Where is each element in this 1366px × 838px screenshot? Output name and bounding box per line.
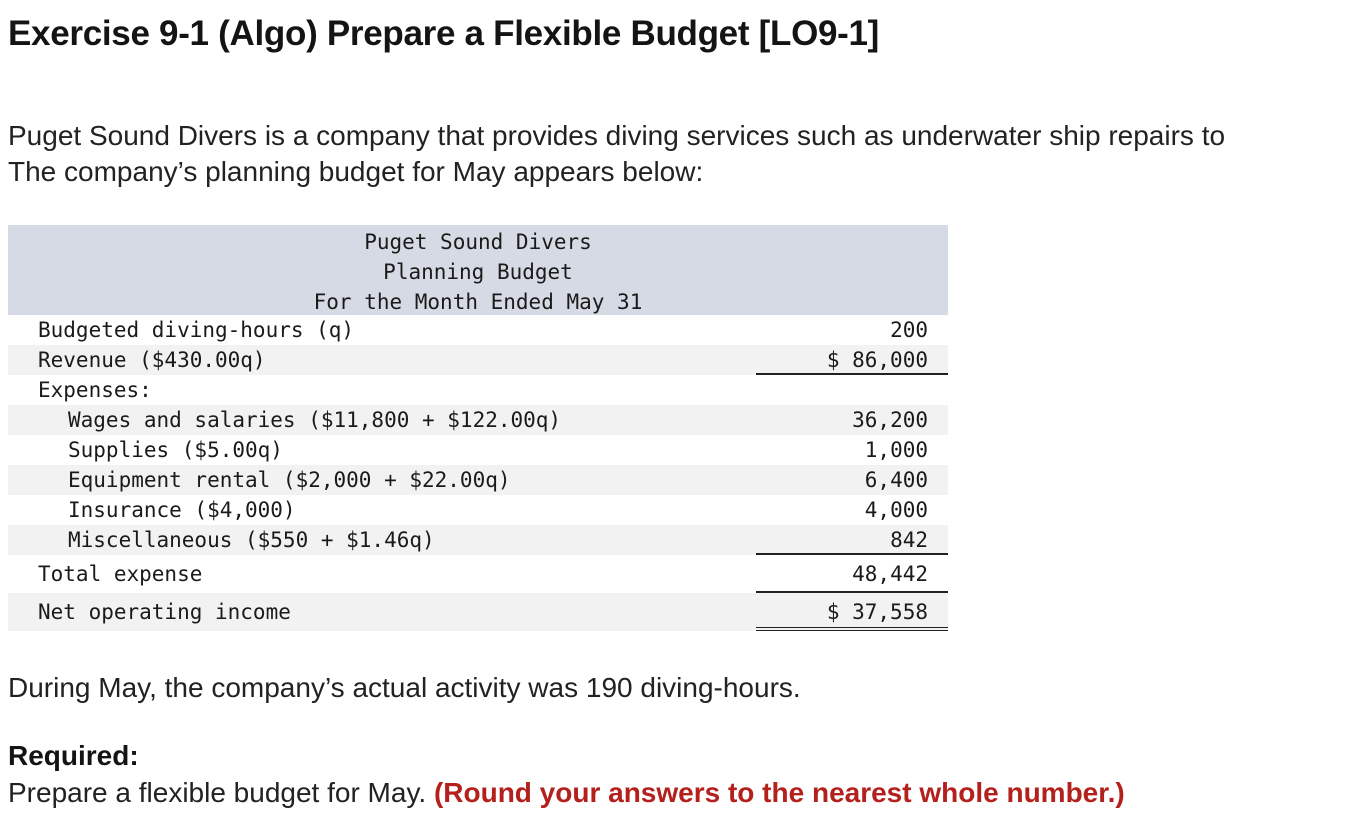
row-amount: 842 (890, 528, 928, 552)
budget-row-revenue (8, 345, 948, 375)
budget-row-net-operating-income (8, 593, 948, 631)
budget-header (8, 225, 948, 315)
budget-row-insurance (8, 495, 948, 525)
exercise-title: Exercise 9-1 (Algo) Prepare a Flexible Budget [LO9-1] (8, 14, 880, 53)
row-label: Net operating income (38, 600, 291, 624)
row-amount: 4,000 (864, 498, 928, 522)
budget-row-expenses-heading (8, 375, 948, 405)
row-amount: 1,000 (864, 438, 928, 462)
row-amount: 200 (890, 318, 928, 342)
budget-row-wages (8, 405, 948, 435)
budget-period: For the Month Ended May 31 (313, 290, 643, 314)
intro-line-2: The company’s planning budget for May appears below: (8, 156, 704, 187)
required-instruction (8, 775, 1125, 811)
instruction-text: Prepare a flexible budget for May. (8, 777, 427, 808)
row-label: Total expense (38, 562, 203, 586)
intro-line-1: Puget Sound Divers is a company that provides diving services such as underwater ship repairs to (8, 120, 1226, 151)
row-label: Insurance ($4,000) (68, 498, 296, 522)
row-amount: $ 37,558 (826, 600, 928, 624)
budget-report-name: Planning Budget (383, 260, 573, 284)
row-label: Miscellaneous ($550 + $1.46q) (68, 528, 435, 552)
planning-budget-table (8, 225, 948, 631)
required-heading: Required: (8, 740, 139, 771)
row-label: Supplies ($5.00q) (68, 438, 283, 462)
rounding-note: (Round your answers to the nearest whole number.) (433, 777, 1125, 808)
intro-paragraph (8, 118, 1366, 190)
row-amount: 48,442 (852, 562, 928, 586)
row-label: Wages and salaries ($11,800 + $122.00q) (68, 408, 562, 432)
row-amount: 36,200 (852, 408, 928, 432)
row-label: Revenue ($430.00q) (38, 348, 266, 372)
row-label: Expenses: (38, 378, 152, 402)
budget-row-miscellaneous (8, 525, 948, 555)
row-label: Equipment rental ($2,000 + $22.00q) (68, 468, 511, 492)
budget-row-total-expense (8, 555, 948, 593)
actual-activity-text: During May, the company’s actual activity was 190 diving-hours. (8, 672, 801, 703)
budget-row-supplies (8, 435, 948, 465)
row-amount: $ 86,000 (826, 348, 928, 372)
row-label: Budgeted diving-hours (q) (38, 318, 355, 342)
budget-company-name: Puget Sound Divers (364, 230, 592, 254)
budget-row-equipment-rental (8, 465, 948, 495)
row-amount: 6,400 (864, 468, 928, 492)
budget-row-diving-hours (8, 315, 948, 345)
